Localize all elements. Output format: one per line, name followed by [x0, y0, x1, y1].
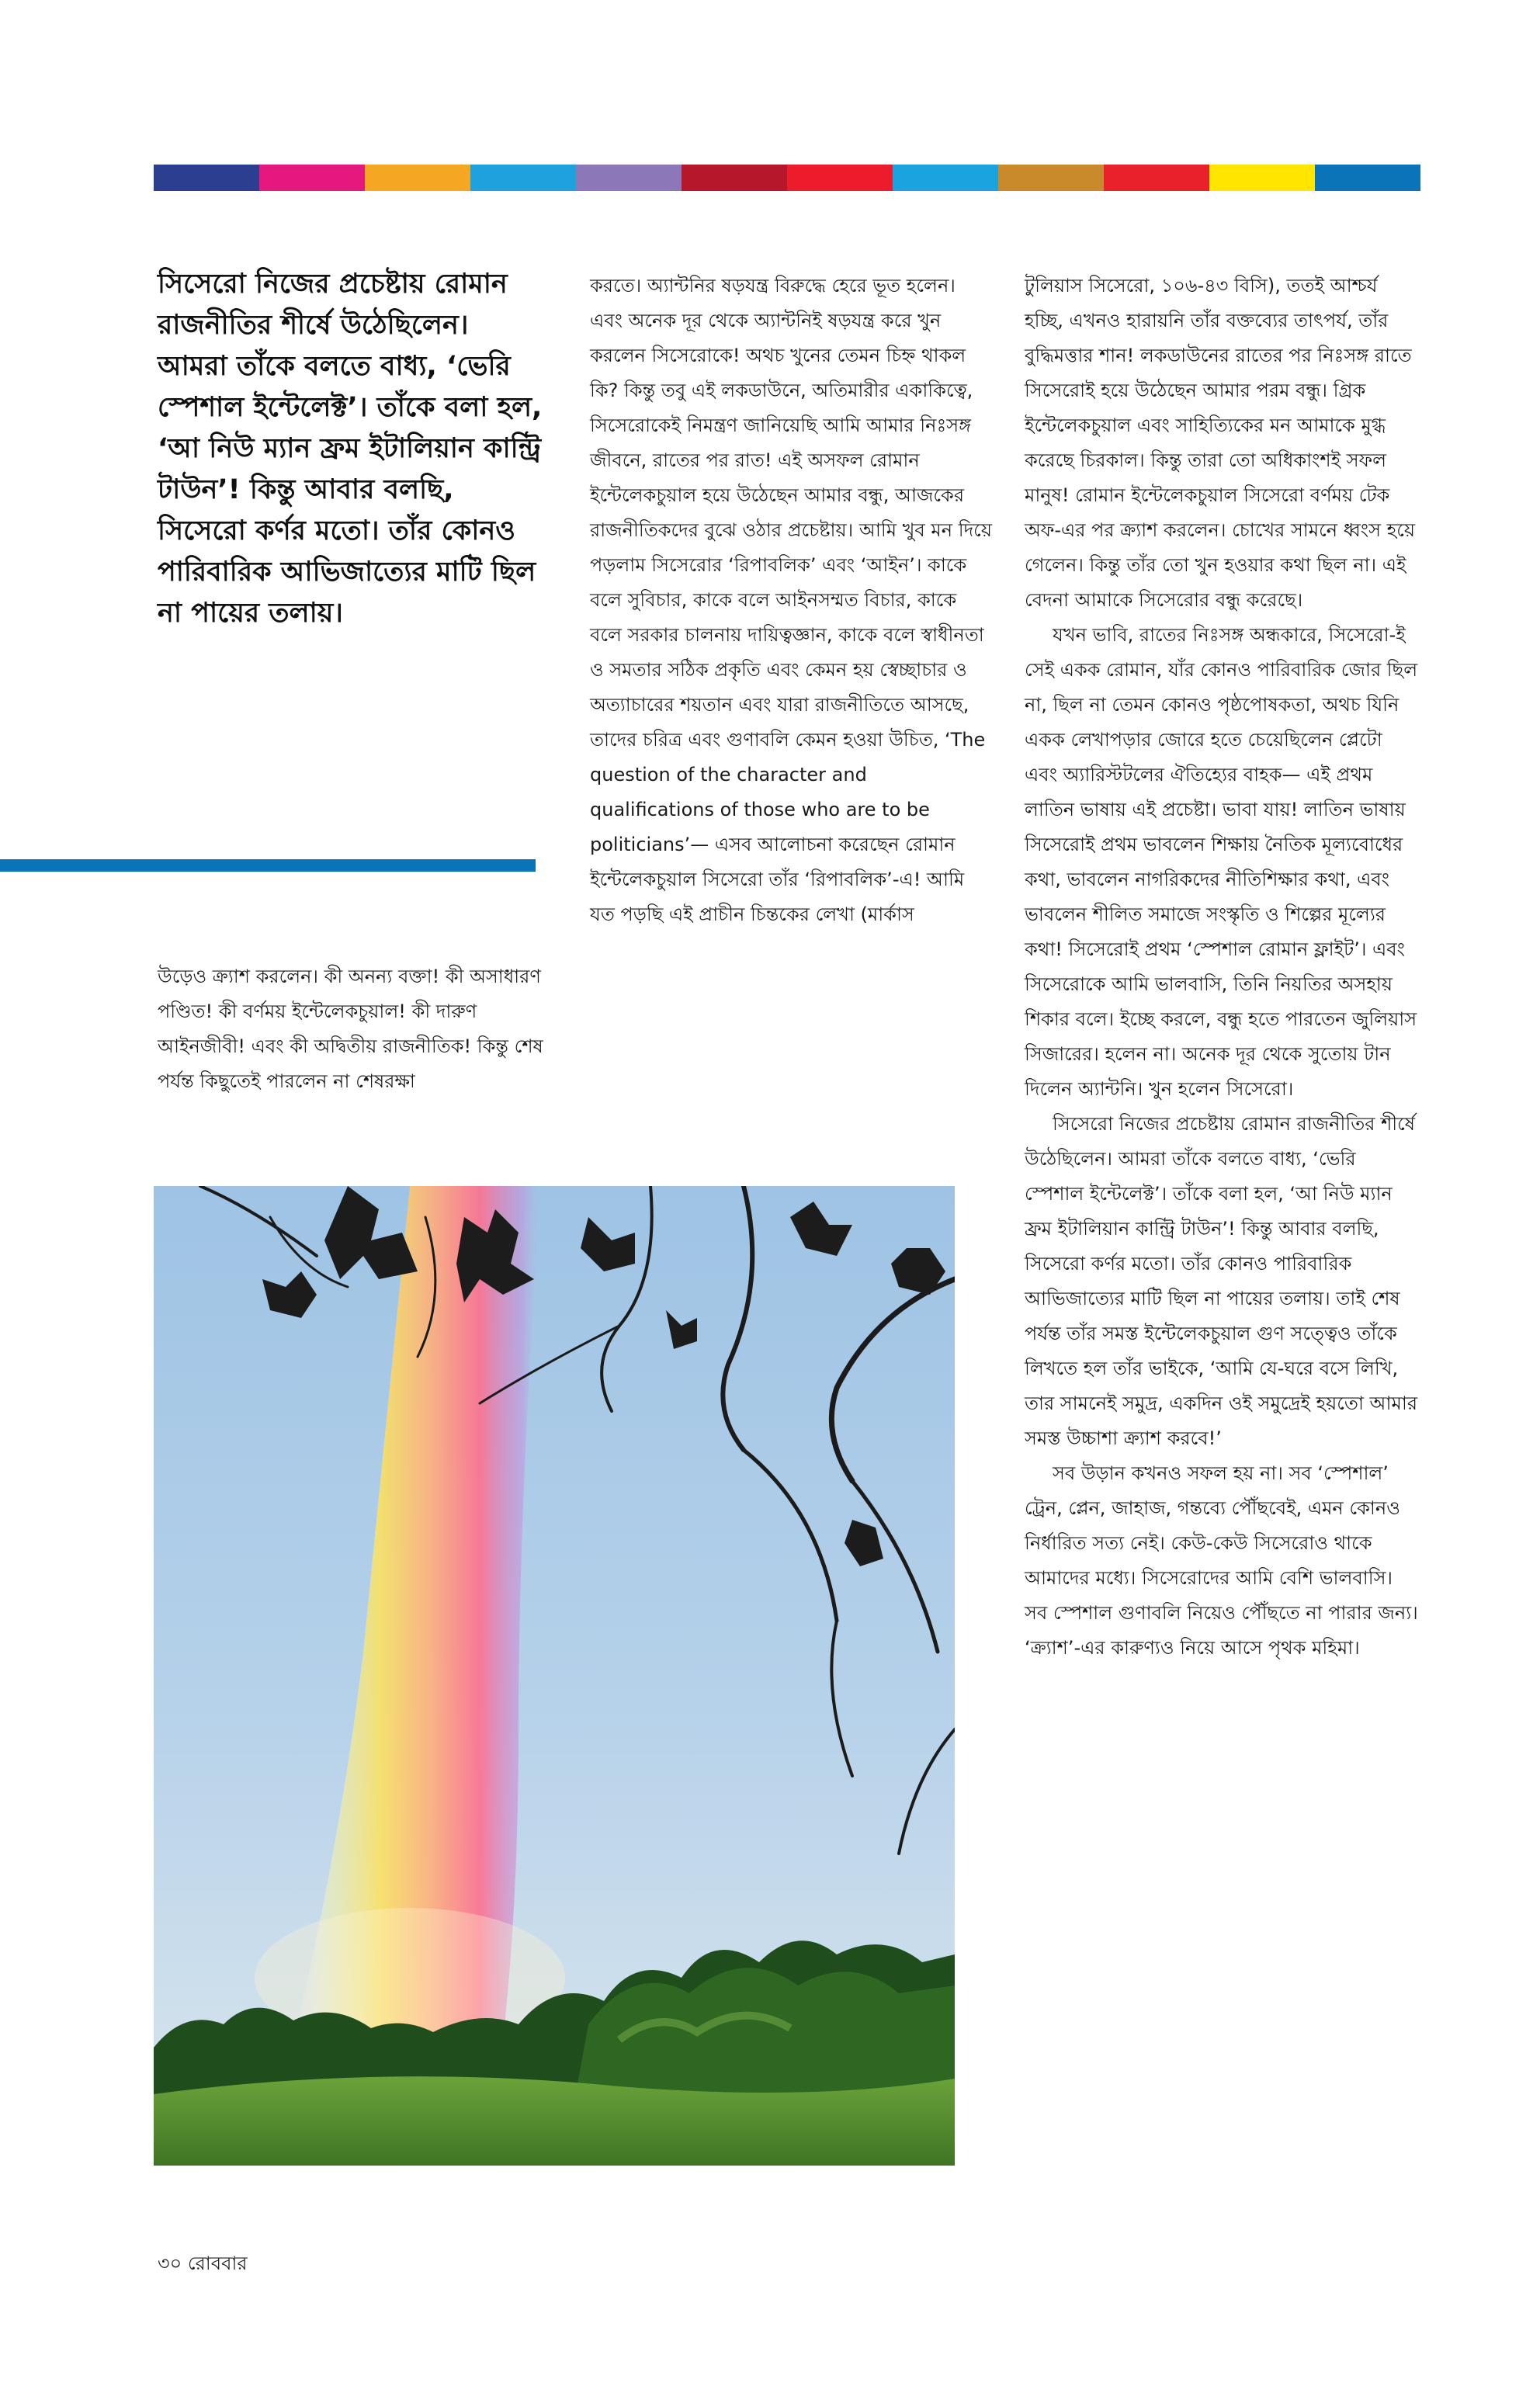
paragraph: টুলিয়াস সিসেরো, ১০৬-৪৩ বিসি), ততই আশ্চর্য হচ্ছি, এখনও হারায়নি তাঁর বক্তব্যের তাৎপর্য, তাঁর বুদ্ধিমত্তার শান! লকডাউনের রাতের পর নিঃসঙ্গ রাতে সিসেরোই হয়ে উঠেছেন আমার পরম বন্ধু। গ্রিক ইন্টেলেকচুয়াল এবং সাহিত্যিকের মন আমাকে মুগ্ধ করেছে চিরকাল। কিন্তু তারা তো অধিকাংশই সফল মানুষ! রোমান ইন্টেলেকচুয়াল সিসেরো বর্ণময় টেক অফ-এর পর ক্র্যাশ করলেন। চোখের সামনে ধ্বংস হয়ে গেলেন। কিন্তু তাঁর তো খুন হওয়ার কথা ছিল না। এই বেদনা আমাকে সিসেরোর বন্ধু করেছে।	[1025, 275, 1415, 611]
paragraph: সব উড়ান কখনও সফল হয় না। সব ‘স্পেশাল’ ট্রেন, প্লেন, জাহাজ, গন্তব্যে পৌঁছবেই, এমন কোনও নির্ধারিত সত্য নেই। কেউ-কেউ সিসেরোও থাকে আমাদের মধ্যে। সিসেরোদের আমি বেশি ভালবাসি। সব স্পেশাল গুণাবলি নিয়েও পৌঁছতে না পারার জন্য। ‘ক্র্যাশ’-এর কারুণ্যও নিয়ে আসে পৃথক মহিমা।	[1025, 1462, 1418, 1659]
paragraph: উড়েও ক্র্যাশ করলেন। কী অনন্য বক্তা! কী অসাধারণ পণ্ডিত! কী বর্ণময় ইন্টেলেকচুয়াল! কী দারুণ আইনজীবী! এবং কী অদ্বিতীয় রাজনীতিক! কিন্তু শেষ পর্যন্ত কিছুতেই পারলেন না শেষরক্ষা	[158, 966, 543, 1092]
color-bar-segment	[787, 165, 893, 191]
color-bar-segment	[682, 165, 787, 191]
color-bar-segment	[365, 165, 470, 191]
middle-column-text	[590, 269, 994, 932]
color-bar-segment	[154, 165, 259, 191]
color-bar-segment	[1315, 165, 1420, 191]
color-bar-segment	[576, 165, 682, 191]
color-bar-segment	[998, 165, 1104, 191]
paragraph: করতে। অ্যান্টনির ষড়যন্ত্র বিরুদ্ধে হেরে ভূত হলেন। এবং অনেক দূর থেকে অ্যান্টনিই ষড়যন্ত্র করে খুন করলেন সিসেরোকে! অথচ খুনের তেমন চিহ্ন থাকল কি? কিন্তু তবু এই লকডাউনে, অতিমারীর একাকিত্বে, সিসেরোকেই নিমন্ত্রণ জানিয়েছি আমি আমার নিঃসঙ্গ জীবনে, রাতের পর রাত! এই অসফল রোমান ইন্টেলেকচুয়াল হয়ে উঠেছেন আমার বন্ধু, আজকের রাজনীতিকদের বুঝে ওঠার প্রচেষ্টায়। আমি খুব মন দিয়ে পড়লাম সিসেরোর ‘রিপাবলিক’ এবং ‘আইন’। কাকে বলে সুবিচার, কাকে বলে আইনসম্মত বিচার, কাকে বলে সরকার চালনায় দায়িত্বজ্ঞান, কাকে বলে স্বাধীনতা ও সমতার সঠিক প্রকৃতি এবং কেমন হয় স্বেচ্ছাচার ও অত্যাচারের শয়তান এবং যারা রাজনীতিতে আসছে, তাদের চরিত্র এবং গুণাবলি কেমন হওয়া উচিত, ‘The question of the character and qualifications of those who are to be politicians’— এসব আলোচনা করেছেন রোমান ইন্টেলেকচুয়াল সিসেরো তাঁর ‘রিপাবলিক’-এ! আমি যত পড়ছি এই প্রাচীন চিন্তকের লেখা (মার্কাস	[590, 275, 992, 925]
color-bar	[154, 165, 1420, 191]
page-folio: ৩০ রোববার	[158, 2253, 248, 2274]
color-bar-segment	[1104, 165, 1209, 191]
pull-quote: সিসেরো নিজের প্রচেষ্টায় রোমান রাজনীতির শীর্ষে উঠেছিলেন। আমরা তাঁকে বলতে বাধ্য, ‘ভেরি স্পেশাল ইন্টেলেক্ট’। তাঁকে বলা হল, ‘আ নিউ ম্যান ফ্রম ইটালিয়ান কান্ট্রি টাউন’! কিন্তু আবার বলছি, সিসেরো কর্ণর মতো। তাঁর কোনও পারিবারিক আভিজাত্যের মাটি ছিল না পায়ের তলায়।	[158, 269, 543, 629]
left-column-text	[158, 959, 546, 1099]
color-bar-segment	[893, 165, 998, 191]
color-bar-segment	[470, 165, 576, 191]
paragraph: যখন ভাবি, রাতের নিঃসঙ্গ অন্ধকারে, সিসেরো-ই সেই একক রোমান, যাঁর কোনও পারিবারিক জোর ছিল না, ছিল না তেমন কোনও পৃষ্ঠপোষকতা, অথচ যিনি একক লেখাপড়ার জোরে হতে চেয়েছিলেন প্লেটো এবং অ্যারিস্টটলের ঐতিহ্যের বাহক— এই প্রথম লাতিন ভাষায় এই প্রচেষ্টা। ভাবা যায়! লাতিন ভাষায় সিসেরোই প্রথম ভাবলেন শিক্ষায় নৈতিক মূল্যবোধের কথা, ভাবলেন নাগরিকদের নীতিশিক্ষার কথা, এবং ভাবলেন শীলিত সমাজে সংস্কৃতি ও শিল্পের মূল্যের কথা! সিসেরোই প্রথম ‘স্পেশাল রোমান ফ্লাইট’। এবং সিসেরোকে আমি ভালবাসি, তিনি নিয়তির অসহায় শিকার বলে। ইচ্ছে করলে, বন্ধু হতে পারতেন জুলিয়াস সিজারের। হলেন না। অনেক দূর থেকে সুতোয় টান দিলেন অ্যান্টনি। খুন হলেন সিসেরো।	[1025, 624, 1418, 1100]
pull-quote-rule	[0, 859, 536, 872]
paragraph: সিসেরো নিজের প্রচেষ্টায় রোমান রাজনীতির শীর্ষে উঠেছিলেন। আমরা তাঁকে বলতে বাধ্য, ‘ভেরি স্পেশাল ইন্টেলেক্ট’। তাঁকে বলা হল, ‘আ নিউ ম্যান ফ্রম ইটালিয়ান কান্ট্রি টাউন’! কিন্তু আবার বলছি, সিসেরো কর্ণর মতো। তাঁর কোনও পারিবারিক আভিজাত্যের মাটি ছিল না পায়ের তলায়। তাই শেষ পর্যন্ত তাঁর সমস্ত ইন্টেলেকচুয়াল গুণ সত্ত্বেও তাঁকে লিখতে হল তাঁর ভাইকে, ‘আমি যে-ঘরে বসে লিখি, তার সামনেই সমুদ্র, একদিন ওই সমুদ্রেই হয়তো আমার সমস্ত উচ্চাশা ক্র্যাশ করবে!’	[1025, 1113, 1418, 1449]
rainbow-photo	[154, 1186, 955, 2166]
right-column-text	[1025, 269, 1420, 1666]
color-bar-segment	[259, 165, 365, 191]
color-bar-segment	[1209, 165, 1315, 191]
